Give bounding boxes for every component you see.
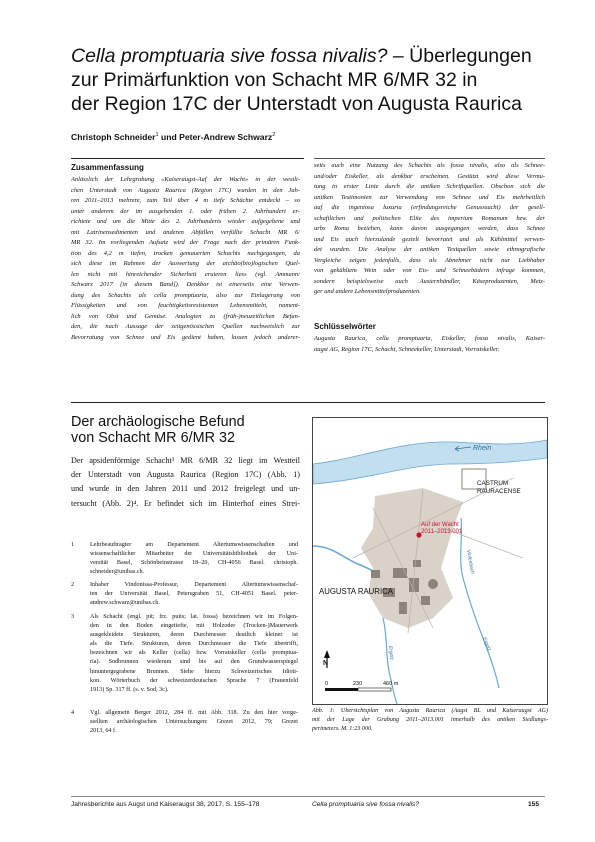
footnote-line: andrew.schwarz@unibas.ch.: [90, 600, 160, 607]
footnote-line: versität Basel, Schönbeinstrasse 18–20, CH-4056 Basel. christoph.: [90, 560, 298, 567]
abstract-left-column: [71, 175, 300, 343]
authors: [71, 132, 275, 142]
footnote-number: 4: [71, 710, 75, 716]
abstract-line: Vergleiche zeigen jedenfalls, dass als Abnehmer nicht nur Liebhaber: [314, 256, 545, 264]
building: [413, 560, 421, 567]
footnote-line: kon. Wörterbuch der schweizerdeutschen Sprache 7 (Frauenfeld: [90, 677, 298, 684]
label-castrum-1: CASTRUM: [477, 480, 509, 487]
abstract-line: und Eis auch hierzulande gezielt bevorratet und als Kühlmittel verwen-: [314, 235, 545, 243]
abstract-heading: Zusammenfassung: [71, 163, 144, 172]
scale-segment-2: [358, 688, 391, 691]
abstract-line: antiken Testimonien zur Verwendung von Schnee und Eis mehrheitlich: [314, 193, 545, 201]
footnote-line: hinuntergegrabene Brunnen. Siehe hierzu Schweizerisches Idioti-: [90, 668, 298, 675]
footnote-line: als die Tiefe. Strukturen, deren Durchmesser die Tiefe übertrifft,: [90, 641, 298, 648]
title-line-3: der Region 17C der Unterstadt von Augusta Raurica: [71, 93, 522, 115]
keywords-heading: Schlüsselwörter: [314, 322, 376, 331]
label-castrum-2: RAURACENSE: [477, 488, 521, 495]
abstract-line: seits auch eine Nutzung des Schachts als fossa nivalis, also als Schnee-: [314, 162, 545, 169]
footnote-text: [90, 613, 298, 695]
abstract-line: lich von Obst und Gemüse. Analogien zu (früh-)neuzeitlichen Befun-: [71, 312, 300, 320]
footnote-line: stellten archäologischen Untersuchungen: Grezet 2012, 79; Grezet: [90, 719, 298, 726]
scale-label-0: 0: [325, 681, 329, 687]
abstract-line: richtete und um die Mitte des 2. Jahrhunderts wieder aufgegebene und: [71, 218, 300, 225]
footnote-text: [90, 709, 298, 736]
footnote-line: 2013, 64 f.: [90, 728, 117, 735]
footnote-text: [90, 541, 298, 577]
footnote-line: bezeichnen wir als Keller (cella) bzw. Vorratskeller (cella promptua-: [90, 650, 298, 657]
abstract-line: sich diese im Rahmen der Auswertung der archäo(bio)logischen Quel-: [71, 260, 300, 267]
abstract-line: urbs Roma beziehen, kann davon ausgegangen werden, dass Schnee: [314, 225, 545, 232]
footer-journal: Jahresberichte aus Augst und Kaiseraugst 38, 2017, S. 155–178: [71, 801, 260, 808]
abstract-line: len nicht mit hinreichender Sicherheit eruieren liess (vgl. Ammann/: [71, 270, 300, 278]
scale-segment-1: [325, 688, 358, 691]
footnote-line: Vgl. allgemein Berger 2012, 284 ff. mit Abb. 318. Zu den hier vorge-: [90, 710, 298, 716]
footnote-line: 1913) Sp. 317 ff. (s. v. Sod, 3c).: [90, 686, 169, 693]
label-ergolz-south: Ergolz: [387, 645, 395, 661]
footer-rule: [71, 796, 545, 797]
figure-caption: [312, 707, 548, 735]
footnote-line: Inhaber Vindonissa-Professur, Departement Altertumswissenschaf-: [90, 582, 298, 588]
abstract-line: dung des Schachts als cella promptuaria, also zur Einlagerung von: [71, 291, 300, 299]
label-violenbach: Violenbach: [465, 549, 476, 575]
body-line: und wurde in den Jahren 2011 und 2012 freigelegt und un-: [71, 484, 300, 494]
author-1: Christoph Schneider: [71, 132, 156, 142]
body-line: Der apsidenförmige Schacht³ MR 6/MR 32 liegt im Westteil: [71, 456, 300, 465]
footnote-line: ten der Universität Basel, Petersgraben 51, CH-4051 Basel. peter-: [90, 591, 298, 598]
footnote-text: [90, 581, 298, 608]
abstract-line: Flüssigkeiten und von feuchtigkeitsresistenten Lebensmitteln, nament-: [71, 302, 300, 309]
abstract-line: chen Unterstadt von Augusta Raurica (Region 17C) wurden in den Jah-: [71, 186, 300, 194]
abstract-rule-left: [71, 158, 304, 159]
map-figure: [312, 417, 548, 705]
abstract-line: auf die ingeniosa luxuria (erfindungsreiche Genusssucht) der gesell-: [314, 204, 545, 211]
page-number: 155: [528, 801, 540, 808]
abstract-line: unter anderem der im ausgehenden 1. oder frühen 2. Jahrhundert er-: [71, 207, 300, 215]
building: [399, 602, 407, 614]
building: [428, 579, 438, 589]
scale-label-460: 460 m: [383, 681, 399, 687]
title-line-2: zur Primärfunktion von Schacht MR 6/MR 32 in: [71, 69, 478, 91]
section-heading-line-2: von Schacht MR 6/MR 32: [71, 429, 235, 446]
scale-label-230: 230: [353, 681, 363, 687]
keywords-text: [314, 334, 545, 355]
title-italic: Cella promptuaria sive fossa nivalis?: [71, 45, 388, 67]
body-text: [71, 454, 300, 511]
label-rhein: Rhein: [473, 445, 492, 452]
building: [393, 568, 407, 578]
body-line: tersucht (Abb. 2)⁴. Er befindet sich im Hinterhof eines Strei-: [71, 498, 300, 508]
abstract-line: Schwarz 2017 [in diesem Band]). Denkbar ist einerseits eine Verwen-: [71, 281, 300, 288]
label-augusta-raurica: AUGUSTA RAURICA: [319, 587, 393, 596]
author-2: und Peter-Andrew Schwarz: [158, 132, 273, 142]
footnote-line: schneider@unibas.ch.: [90, 569, 145, 576]
abstract-line: det wurden. Die Analyse der antiken Textquellen sowie ethnografische: [314, 246, 545, 253]
footnote-line: ria). Sodbrunnen wiederum sind bis auf den Grundwasserspiegel: [90, 659, 298, 666]
section-rule: [71, 402, 545, 403]
abstract-line: tion des 4,2 m tiefen, trocken gemauerten Schachts nachgegangen, da: [71, 249, 300, 257]
footnote-number: 3: [71, 614, 75, 620]
abstract-line: tung in erster Linie durch die antiken Schriftquellen. Obschon sich die: [314, 183, 545, 190]
label-site-1: Auf der Wacht: [421, 522, 459, 528]
abstract-right-column: [314, 161, 545, 298]
caption-line: Abb. 1: Übersichtsplan von Augusta Raurica (Augst BL und Kaiseraugst AG): [312, 708, 548, 714]
author-2-footnote-ref: 2: [272, 132, 276, 139]
footnote-number: 1: [71, 542, 75, 548]
section-heading-line-1: Der archäologische Befund: [71, 414, 245, 430]
article-title: [71, 44, 551, 116]
footnote-line: ausgekleidete Strukturen, deren Durchmesser deutlich kleiner ist: [90, 632, 298, 639]
abstract-line: von gekühltem Wein oder von Eis- und Schneebädern infrage kommen,: [314, 267, 545, 274]
abstract-rule-right: [314, 158, 545, 159]
abstract-line: MR 32. Im vorliegenden Aufsatz wird der Frage nach der primären Funk-: [71, 239, 300, 246]
footnote-line: wissenschaftlicher Mitarbeiter der Universitätsbibliothek der Uni-: [90, 551, 298, 558]
title-rest: – Überlegungen: [387, 45, 532, 67]
title-line-1: [71, 44, 551, 68]
building: [421, 596, 430, 605]
abstract-line: und/oder Eiskeller, als denkbar erscheinen. Gestützt wird diese Vermu-: [314, 172, 545, 180]
north-label: N: [323, 660, 329, 667]
footnote-number: 2: [71, 582, 75, 588]
keywords-line: Augusta Raurica, cella promptuaria, Eiskeller, fossa nivalis, Kaiser-: [314, 335, 545, 342]
footer-running-title: Cella promptuaria sive fossa nivalis?: [312, 801, 420, 808]
abstract-line: Anlässlich der Lehrgrabung «Kaiseraugst-Auf der Wacht» in der westli-: [71, 176, 300, 183]
footnote-line: den in den Boden eingetiefte, mit Holzoder (Trocken-)Mauerwerk: [90, 623, 298, 630]
author-1-footnote-ref: 1: [155, 132, 159, 139]
scale-bar: [325, 688, 391, 691]
label-site-2: 2011–2013.001: [421, 529, 463, 535]
abstract-line: den, die nach Aussage der zeitgenössischen Quellen nachweislich zur: [71, 323, 300, 330]
abstract-line: Bevorratung von Schnee und Eis gedient haben, lassen jedoch anderer-: [71, 333, 300, 341]
abstract-line: mit Latrinensedimenten und anderen Abfällen verfüllte Schacht MR 6/: [71, 228, 300, 236]
caption-line: perimeters. M. 1:23 000.: [312, 726, 373, 733]
building: [371, 570, 380, 578]
footnote-line: Lehrbeauftragter am Departement Altertumswissenschaften und: [90, 542, 298, 548]
body-line: der Unterstadt von Augusta Raurica (Region 17C) (Abb. 1): [71, 470, 300, 480]
footnote-line: Als Schacht (engl. pit; frz. puits; lat. fossa) bezeichnen wir im Folgen-: [90, 614, 298, 620]
keywords-line: augst AG, Region 17C, Schacht, Schneekeller, Unterstadt, Vorratskeller.: [314, 345, 500, 353]
abstract-line: sondern beispielsweise auch Austernhändler, Käseproduzenten, Metz-: [314, 277, 545, 285]
label-ergolz-east: Ergolz: [481, 636, 493, 652]
site-map: [313, 418, 547, 704]
abstract-line: ren 2011–2013 mehrere, zum Teil über 4 m tiefe Schächte entdeckt – so: [71, 197, 300, 204]
abstract-line: schaftlichen und politischen Elite des imperium Romanum bzw. der: [314, 214, 545, 222]
abstract-line: ger und andere Lebensmittelproduzenten.: [314, 288, 421, 295]
section-heading: [71, 415, 301, 446]
caption-line: mit der Lage der Grabung 2011–2013.001 innerhalb des antiken Siedlungs-: [312, 717, 548, 724]
